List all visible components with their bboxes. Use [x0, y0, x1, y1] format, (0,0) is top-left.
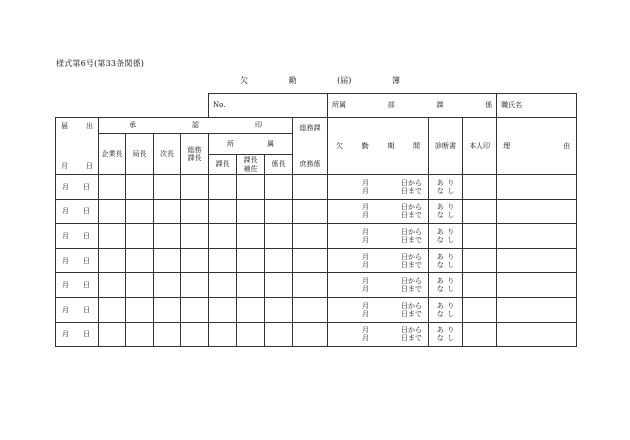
- table-row: [56, 199, 577, 224]
- seal-box[interactable]: [181, 175, 209, 200]
- yes-text: あ: [436, 178, 444, 187]
- seal-box[interactable]: [237, 273, 265, 298]
- header-text: 属: [267, 139, 275, 148]
- affiliation-label: 所属: [332, 101, 347, 110]
- seal-box[interactable]: [181, 248, 209, 273]
- month-text: 月: [62, 256, 69, 265]
- seal-box[interactable]: [99, 248, 126, 273]
- month-text: 月: [362, 334, 370, 343]
- no-text: し: [447, 235, 455, 244]
- seal-box[interactable]: [181, 322, 209, 347]
- seal-box[interactable]: [99, 322, 126, 347]
- medical-certificate-cell[interactable]: [429, 199, 463, 224]
- yes-text: り: [447, 326, 455, 335]
- from-text: 日から: [401, 277, 423, 286]
- header-text: 由: [563, 141, 571, 150]
- section-manager-header: [209, 155, 237, 175]
- reason-cell[interactable]: [497, 199, 577, 224]
- seal-box[interactable]: [265, 248, 293, 273]
- seal-box[interactable]: [126, 224, 154, 249]
- medical-certificate-cell[interactable]: [429, 297, 463, 322]
- from-text: 日から: [401, 178, 423, 187]
- yes-text: あ: [436, 277, 444, 286]
- header-text: 印: [255, 121, 263, 130]
- yes-text: あ: [436, 301, 444, 310]
- subsection-chief-header: [265, 155, 293, 175]
- no-text: な: [436, 211, 444, 220]
- submission-date-cell[interactable]: [56, 322, 99, 347]
- month-text: 月: [362, 186, 370, 195]
- no-text: し: [447, 285, 455, 294]
- enterprise-head-header: [99, 134, 126, 175]
- general-affairs-seal-box[interactable]: [293, 297, 328, 322]
- seal-box[interactable]: [99, 297, 126, 322]
- until-text: 日まで: [401, 334, 423, 343]
- day-text: 日: [83, 231, 90, 240]
- day-text: 日: [83, 182, 90, 191]
- header-text: 月: [61, 161, 68, 170]
- month-text: 月: [362, 277, 370, 286]
- reason-cell[interactable]: [497, 175, 577, 200]
- month-text: 月: [62, 231, 69, 240]
- month-text: 月: [362, 211, 370, 220]
- month-text: 月: [362, 235, 370, 244]
- seal-box[interactable]: [265, 199, 293, 224]
- header-text: 欠: [336, 141, 344, 150]
- yes-text: あ: [436, 326, 444, 335]
- yes-text: り: [447, 277, 455, 286]
- seal-box[interactable]: [265, 322, 293, 347]
- seal-box[interactable]: [209, 273, 237, 298]
- submission-date-cell[interactable]: [56, 297, 99, 322]
- month-text: 月: [362, 285, 370, 294]
- seal-box[interactable]: [154, 273, 181, 298]
- affiliation-cell[interactable]: [328, 94, 497, 118]
- assistant-manager-header: [237, 155, 265, 175]
- no-text: し: [447, 260, 455, 269]
- form-title: [240, 75, 400, 86]
- no-text: な: [436, 285, 444, 294]
- submission-date-cell[interactable]: [56, 224, 99, 249]
- table-row: [56, 224, 577, 249]
- header-text: 勤: [361, 141, 369, 150]
- month-text: 月: [62, 207, 69, 216]
- no-text: し: [447, 309, 455, 318]
- personal-seal-box[interactable]: [463, 273, 497, 298]
- seal-box[interactable]: [209, 224, 237, 249]
- seal-box[interactable]: [99, 224, 126, 249]
- seal-box[interactable]: [154, 175, 181, 200]
- name-label: 職氏名: [501, 101, 523, 110]
- table-row: [56, 175, 577, 200]
- department-label: 部: [387, 101, 395, 110]
- number-label: No.: [213, 101, 226, 110]
- department-header: [209, 134, 293, 155]
- seal-box[interactable]: [265, 297, 293, 322]
- month-text: 月: [62, 182, 69, 191]
- seal-box[interactable]: [99, 273, 126, 298]
- personal-seal-box[interactable]: [463, 175, 497, 200]
- month-text: 月: [362, 260, 370, 269]
- header-text: 局長: [132, 149, 147, 158]
- header-text: 次長: [160, 149, 174, 158]
- header-text: 総務: [187, 145, 202, 154]
- no-text: し: [447, 334, 455, 343]
- section-label: 課: [436, 101, 444, 110]
- header-text: 課長: [215, 160, 230, 169]
- seal-box[interactable]: [126, 175, 154, 200]
- title-char: 勤: [288, 76, 297, 85]
- header-text: 補佐: [243, 164, 258, 173]
- general-affairs-seal-box[interactable]: [293, 175, 328, 200]
- header-text: 期: [387, 141, 395, 150]
- table-row: [56, 248, 577, 273]
- month-text: 月: [362, 178, 370, 187]
- header-text: 所: [227, 139, 235, 148]
- reason-cell[interactable]: [497, 273, 577, 298]
- table-row: [56, 273, 577, 298]
- until-text: 日まで: [401, 211, 423, 220]
- yes-text: り: [447, 178, 455, 187]
- seal-box[interactable]: [181, 273, 209, 298]
- seal-box[interactable]: [126, 273, 154, 298]
- seal-box[interactable]: [265, 273, 293, 298]
- seal-box[interactable]: [209, 322, 237, 347]
- yes-text: り: [447, 227, 455, 236]
- until-text: 日まで: [401, 309, 423, 318]
- month-text: 月: [362, 252, 370, 261]
- absence-period-cell[interactable]: [328, 224, 429, 249]
- seal-box[interactable]: [181, 297, 209, 322]
- general-affairs-manager-header: [181, 134, 209, 175]
- until-text: 日まで: [401, 260, 423, 269]
- no-text: な: [436, 260, 444, 269]
- absence-period-cell[interactable]: [328, 248, 429, 273]
- day-text: 日: [83, 305, 90, 314]
- header-text: 本人印: [469, 141, 491, 150]
- no-text: し: [447, 211, 455, 220]
- header-text: 認: [192, 121, 200, 130]
- title-char: 簿: [391, 76, 400, 85]
- submission-date-cell[interactable]: [56, 199, 99, 224]
- header-text: 企業長: [101, 149, 123, 158]
- until-text: 日まで: [401, 235, 423, 244]
- seal-box[interactable]: [265, 175, 293, 200]
- deputy-chief-header: [154, 134, 181, 175]
- seal-box[interactable]: [154, 199, 181, 224]
- personal-seal-box[interactable]: [463, 199, 497, 224]
- seal-box[interactable]: [237, 199, 265, 224]
- seal-box[interactable]: [126, 297, 154, 322]
- reason-header: [497, 118, 577, 175]
- seal-box[interactable]: [209, 297, 237, 322]
- seal-box[interactable]: [99, 199, 126, 224]
- yes-text: り: [447, 203, 455, 212]
- month-text: 月: [62, 330, 69, 339]
- medical-certificate-cell[interactable]: [429, 273, 463, 298]
- yes-text: り: [447, 301, 455, 310]
- seal-box[interactable]: [209, 199, 237, 224]
- personal-seal-box[interactable]: [463, 224, 497, 249]
- general-affairs-seal-box[interactable]: [293, 273, 328, 298]
- medical-certificate-cell[interactable]: [429, 248, 463, 273]
- yes-text: あ: [436, 203, 444, 212]
- medical-certificate-cell[interactable]: [429, 224, 463, 249]
- until-text: 日まで: [401, 186, 423, 195]
- header-text: 承: [129, 121, 136, 130]
- header-text: 総務課: [299, 124, 321, 132]
- title-char: 欠: [240, 76, 248, 85]
- medical-certificate-cell[interactable]: [429, 175, 463, 200]
- general-affairs-seal-box[interactable]: [293, 199, 328, 224]
- no-text: な: [436, 309, 444, 318]
- day-text: 日: [83, 256, 90, 265]
- general-affairs-seal-box[interactable]: [293, 322, 328, 347]
- absence-period-cell[interactable]: [328, 273, 429, 298]
- month-text: 月: [362, 309, 370, 318]
- seal-box[interactable]: [237, 297, 265, 322]
- name-cell[interactable]: [497, 94, 577, 118]
- table-row: [56, 322, 577, 347]
- seal-box[interactable]: [154, 297, 181, 322]
- title-char: (届): [337, 76, 352, 85]
- month-text: 月: [362, 326, 370, 335]
- no-text: な: [436, 334, 444, 343]
- reason-cell[interactable]: [497, 297, 577, 322]
- absence-period-cell[interactable]: [328, 297, 429, 322]
- absence-period-header: [328, 118, 429, 175]
- yes-text: り: [447, 252, 455, 261]
- header-text: 課長: [243, 156, 258, 165]
- yes-text: あ: [436, 227, 444, 236]
- no-text: な: [436, 235, 444, 244]
- month-text: 月: [62, 281, 69, 290]
- seal-box[interactable]: [154, 248, 181, 273]
- month-text: 月: [62, 305, 69, 314]
- personal-seal-box[interactable]: [463, 297, 497, 322]
- absence-period-cell[interactable]: [328, 175, 429, 200]
- from-text: 日から: [401, 301, 423, 310]
- absence-register-table: [55, 93, 577, 347]
- personal-seal-box[interactable]: [463, 322, 497, 347]
- no-text: な: [436, 186, 444, 195]
- reason-cell[interactable]: [497, 224, 577, 249]
- day-text: 日: [83, 330, 90, 339]
- bureau-chief-header: [126, 134, 154, 175]
- general-affairs-header: [293, 118, 328, 175]
- from-text: 日から: [401, 203, 423, 212]
- blank-cell: [56, 94, 209, 118]
- from-text: 日から: [401, 227, 423, 236]
- seal-box[interactable]: [237, 224, 265, 249]
- header-text: 診断書: [435, 141, 457, 150]
- submission-date-cell[interactable]: [56, 248, 99, 273]
- table-row: [56, 297, 577, 322]
- form-number-label: 様式第6号(第33条関係): [56, 59, 145, 68]
- personal-seal-box[interactable]: [463, 248, 497, 273]
- seal-box[interactable]: [265, 224, 293, 249]
- seal-box[interactable]: [209, 175, 237, 200]
- day-text: 日: [83, 207, 90, 216]
- no-text: し: [447, 186, 455, 195]
- general-affairs-seal-box[interactable]: [293, 224, 328, 249]
- personal-seal-header: [463, 118, 497, 175]
- header-text: 出: [86, 122, 93, 130]
- header-text: 日: [86, 161, 93, 170]
- approval-seal-header: [99, 118, 293, 134]
- header-text: 課長: [187, 154, 202, 162]
- seal-box[interactable]: [237, 175, 265, 200]
- yes-text: あ: [436, 252, 444, 261]
- month-text: 月: [362, 227, 370, 236]
- seal-box[interactable]: [154, 322, 181, 347]
- submission-date-cell[interactable]: [56, 175, 99, 200]
- day-text: 日: [83, 281, 90, 290]
- header-text: 間: [413, 141, 421, 150]
- header-text: 庶務係: [299, 159, 321, 168]
- absence-period-cell[interactable]: [328, 199, 429, 224]
- medical-certificate-cell[interactable]: [429, 322, 463, 347]
- seal-box[interactable]: [181, 199, 209, 224]
- seal-box[interactable]: [126, 199, 154, 224]
- header-text: 係長: [271, 160, 286, 169]
- seal-box[interactable]: [126, 322, 154, 347]
- reason-cell[interactable]: [497, 322, 577, 347]
- unit-label: 係: [485, 101, 493, 110]
- month-text: 月: [362, 203, 370, 212]
- general-affairs-seal-box[interactable]: [293, 248, 328, 273]
- reason-cell[interactable]: [497, 248, 577, 273]
- seal-box[interactable]: [209, 248, 237, 273]
- absence-period-cell[interactable]: [328, 322, 429, 347]
- number-cell[interactable]: [209, 94, 328, 118]
- header-text: 理: [503, 141, 511, 150]
- month-text: 月: [362, 301, 370, 310]
- seal-box[interactable]: [126, 248, 154, 273]
- seal-box[interactable]: [154, 224, 181, 249]
- header-text: 届: [61, 122, 68, 130]
- seal-box[interactable]: [237, 248, 265, 273]
- medical-certificate-header: [429, 118, 463, 175]
- from-text: 日から: [401, 326, 423, 335]
- seal-box[interactable]: [237, 322, 265, 347]
- from-text: 日から: [401, 252, 423, 261]
- seal-box[interactable]: [181, 224, 209, 249]
- submission-date-header: [56, 118, 99, 175]
- submission-date-cell[interactable]: [56, 273, 99, 298]
- seal-box[interactable]: [99, 175, 126, 200]
- until-text: 日まで: [401, 285, 423, 294]
